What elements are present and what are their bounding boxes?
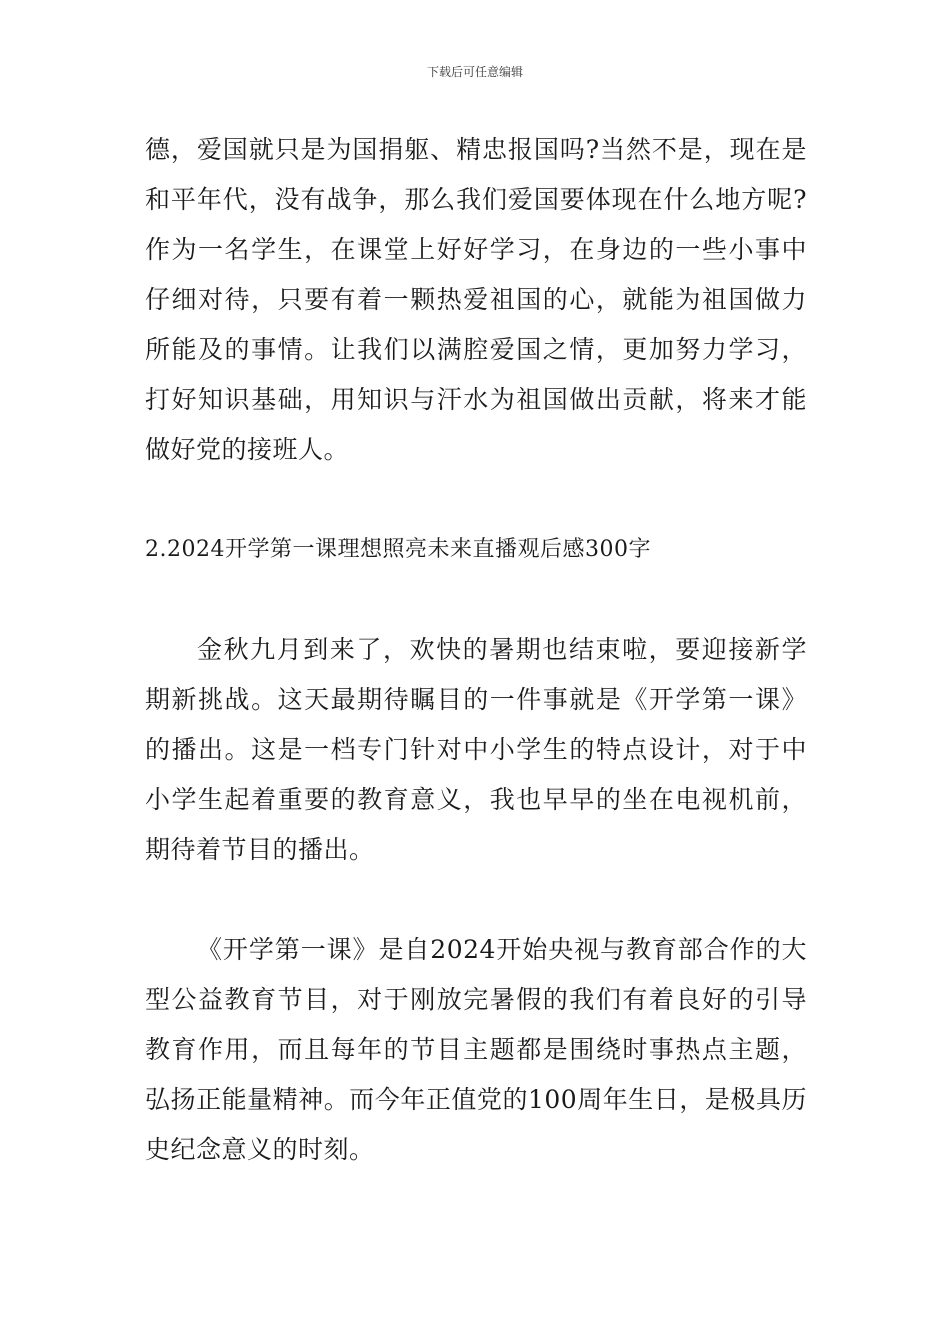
paragraph-september-arrival: 金秋九月到来了，欢快的暑期也结束啦，要迎接新学期新挑战。这天最期待瞩目的一件事就是《开学第一课》的播出。这是一档专门针对中小学生的特点设计，对于中小学生起着重要的教育意义，我也早早的坐在电视机前，期待着节目的播出。 (145, 635, 807, 864)
paragraph-program-introduction: 《开学第一课》是自2024开始央视与教育部合作的大型公益教育节目，对于刚放完暑假的我们有着良好的引导教育作用，而且每年的节目主题都是围绕时事热点主题，弘扬正能量精神。而今年正值党的100周年生日，是极具历史纪念意义的时刻。 (145, 935, 807, 1164)
section-heading: 2.2024开学第一课理想照亮未来直播观后感300字 (145, 537, 651, 562)
paragraph-patriotism-continued: 德，爱国就只是为国捐躯、精忠报国吗?当然不是，现在是和平年代，没有战争，那么我们爱国要体现在什么地方呢?作为一名学生，在课堂上好好学习，在身边的一些小事中仔细对待，只要有着一颗热爱祖国的心，就能为祖国做力所能及的事情。让我们以满腔爱国之情，更加努力学习，打好知识基础，用知识与汗水为祖国做出贡献，将来才能做好党的接班人。 (145, 135, 807, 464)
document-body (145, 125, 807, 1175)
page-header: 下载后可任意编辑 (426, 65, 523, 79)
